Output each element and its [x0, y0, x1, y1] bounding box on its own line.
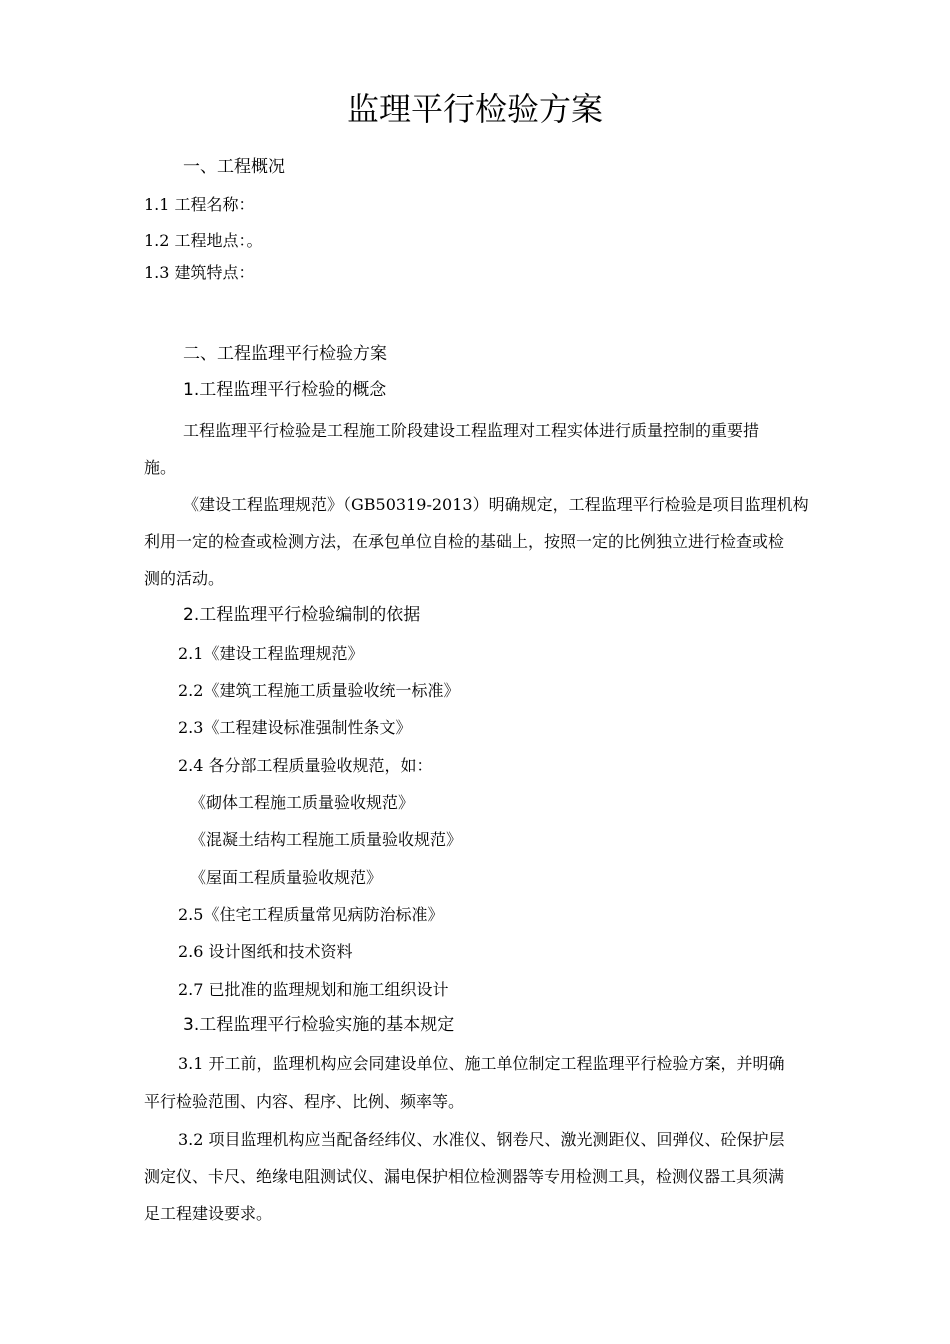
project-location-line: 1.2 工程地点：。 [144, 231, 263, 250]
subsection-3-heading: 3.工程监理平行检验实施的基本规定 [183, 1015, 455, 1035]
section-2-heading: 二、工程监理平行检验方案 [183, 344, 387, 364]
paragraph-line: 施。 [144, 458, 177, 477]
basis-item: 2.2《建筑工程施工质量验收统一标准》 [178, 681, 460, 700]
paragraph-line: 足工程建设要求。 [144, 1204, 273, 1223]
basis-sub-item: 《屋面工程质量验收规范》 [190, 868, 383, 887]
paragraph-line: 工程监理平行检验是工程施工阶段建设工程监理对工程实体进行质量控制的重要措 [183, 421, 760, 440]
basis-sub-item: 《混凝土结构工程施工质量验收规范》 [190, 830, 463, 849]
paragraph-line: 《建设工程监理规范》（GB50319-2013）明确规定，工程监理平行检验是项目监理机构 [183, 495, 809, 514]
paragraph-line: 利用一定的检查或检测方法，在承包单位自检的基础上，按照一定的比例独立进行检查或检 [144, 532, 785, 551]
subsection-2-heading: 2.工程监理平行检验编制的依据 [183, 605, 421, 625]
basis-item: 2.4 各分部工程质量验收规范，如： [178, 756, 433, 775]
paragraph-line: 3.1 开工前，监理机构应会同建设单位、施工单位制定工程监理平行检验方案，并明确 [178, 1054, 785, 1073]
paragraph-line: 3.2 项目监理机构应当配备经纬仪、水准仪、钢卷尺、激光测距仪、回弹仪、砼保护层 [178, 1130, 785, 1149]
basis-item: 2.1《建设工程监理规范》 [178, 644, 364, 663]
section-1-heading: 一、工程概况 [183, 157, 285, 177]
basis-sub-item: 《砌体工程施工质量验收规范》 [190, 793, 415, 812]
paragraph-line: 测的活动。 [144, 569, 225, 588]
basis-item: 2.5《住宅工程质量常见病防治标准》 [178, 905, 444, 924]
subsection-1-heading: 1.工程监理平行检验的概念 [183, 380, 387, 400]
basis-item: 2.6 设计图纸和技术资料 [178, 942, 353, 961]
basis-item: 2.3《工程建设标准强制性条文》 [178, 718, 412, 737]
building-features-line: 1.3 建筑特点： [144, 263, 255, 282]
basis-item: 2.7 已批准的监理规划和施工组织设计 [178, 980, 449, 999]
project-name-line: 1.1 工程名称： [144, 195, 255, 214]
paragraph-line: 平行检验范围、内容、程序、比例、频率等。 [144, 1092, 465, 1111]
paragraph-line: 测定仪、卡尺、绝缘电阻测试仪、漏电保护相位检测器等专用检测工具，检测仪器工具须满 [144, 1167, 785, 1186]
document-title: 监理平行检验方案 [346, 90, 603, 128]
